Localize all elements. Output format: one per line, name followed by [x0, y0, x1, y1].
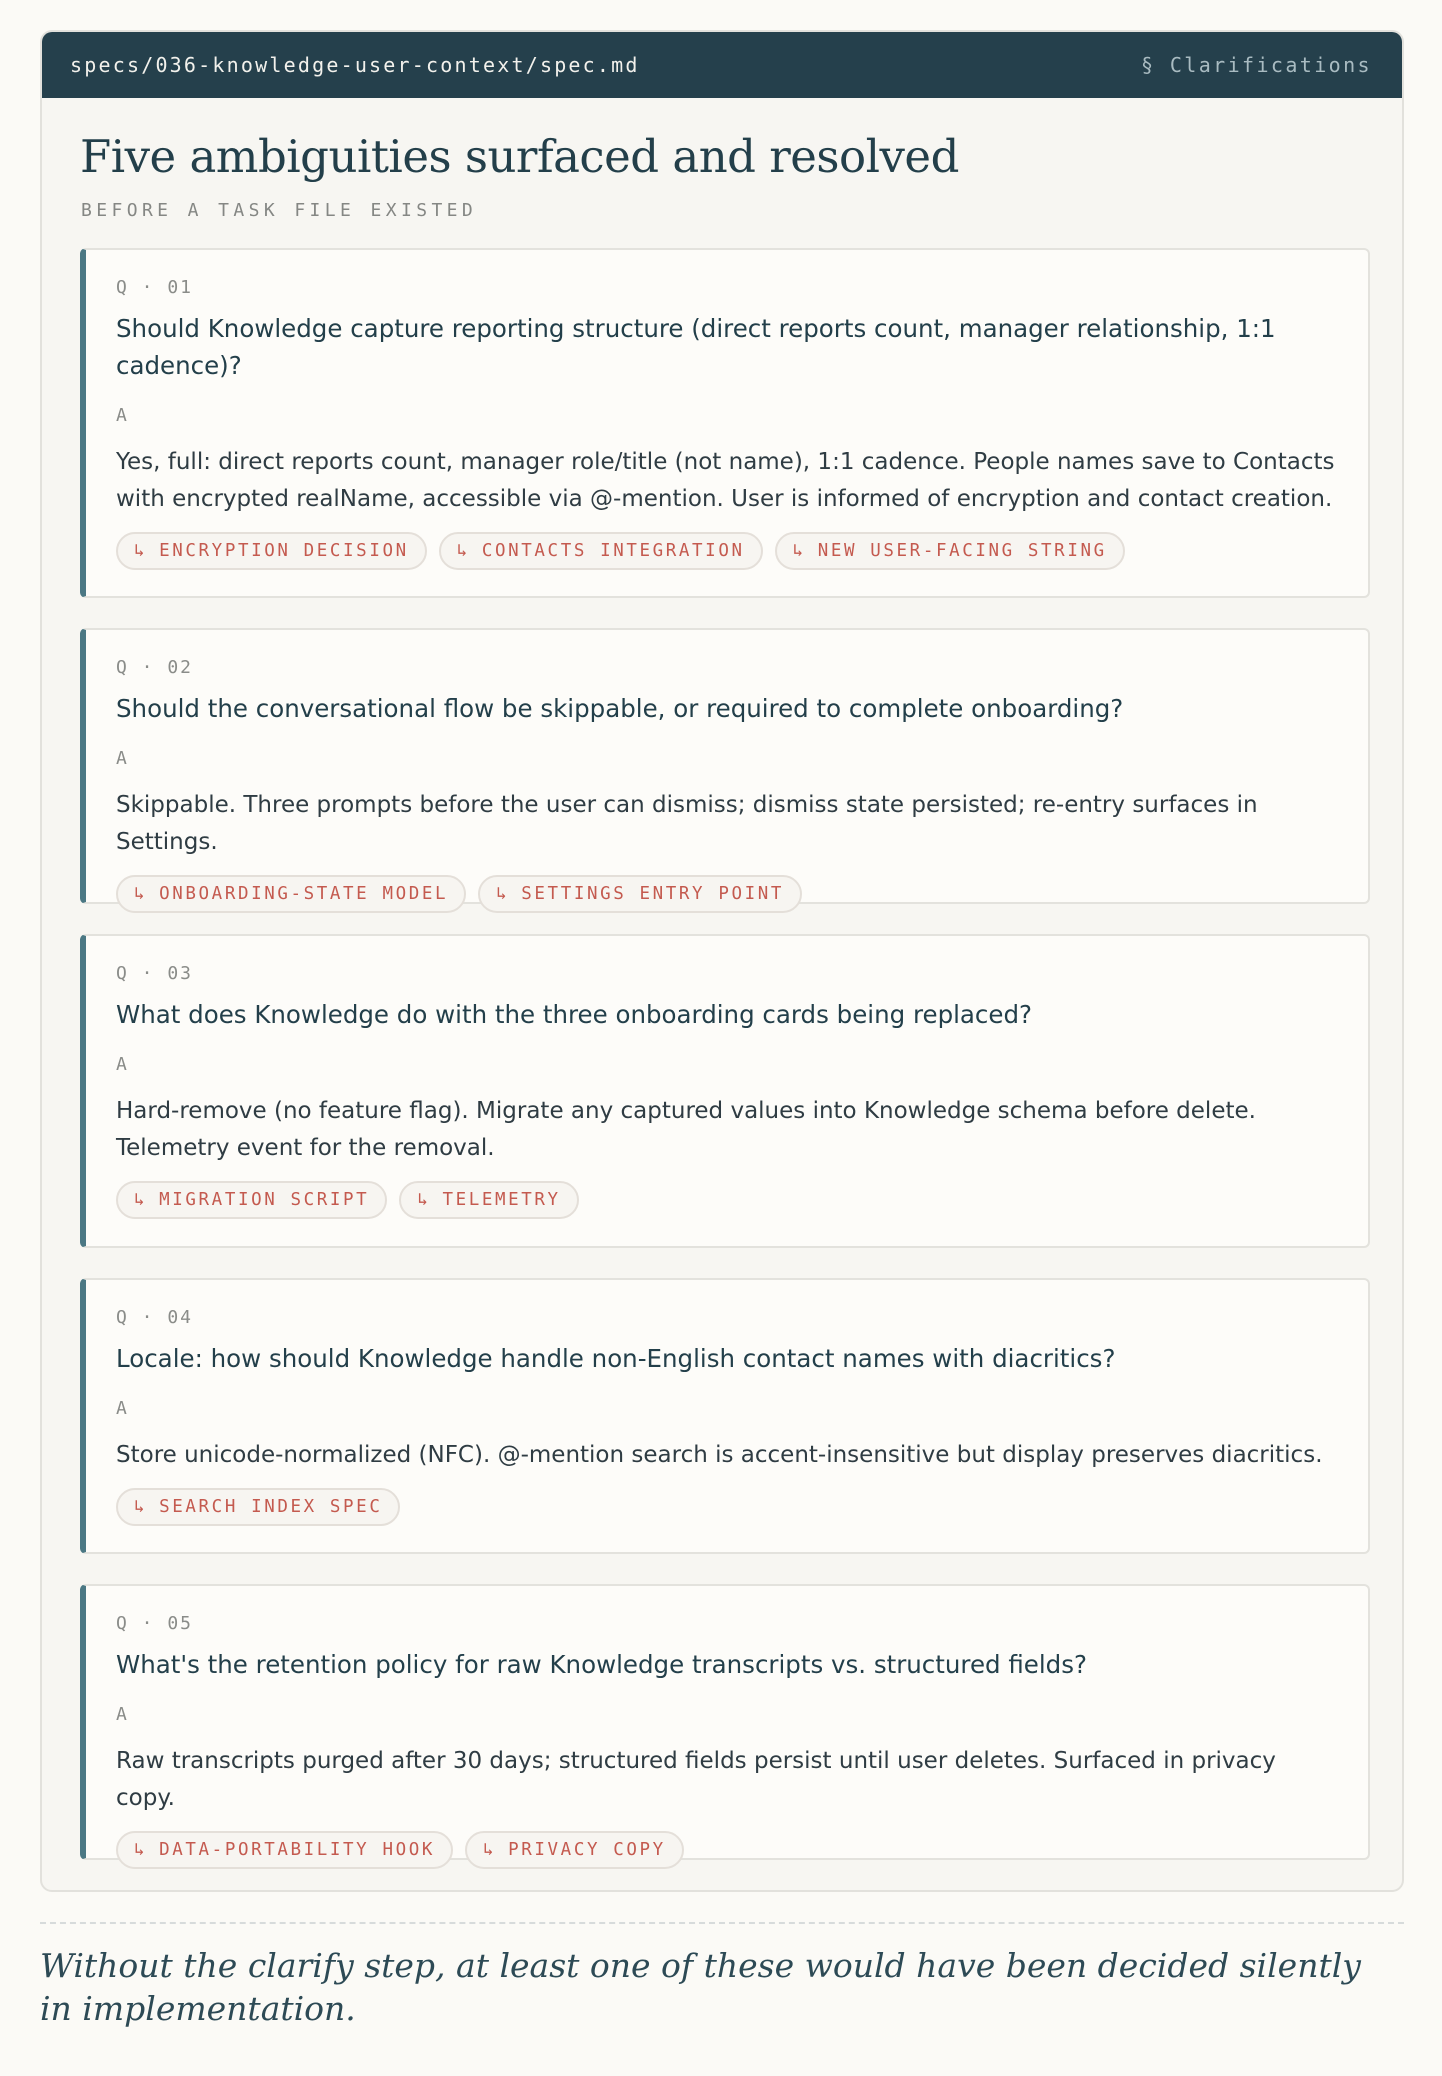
answer-text: Raw transcripts purged after 30 days; structured fields persist until user deletes. Surfaced in privacy copy. — [116, 1748, 1276, 1811]
file-header-bar — [42, 32, 1402, 98]
arrow-icon: ↳ — [417, 1190, 431, 1210]
clarification-card-01 — [80, 248, 1370, 598]
clarification-card-02 — [80, 628, 1370, 904]
dashed-divider — [40, 1922, 1404, 1924]
question-number: Q · 02 — [116, 657, 194, 678]
consequence-tag: ↳ MIGRATION SCRIPT — [116, 1181, 387, 1219]
file-path: specs/036-knowledge-user-context/spec.md — [70, 53, 640, 77]
question-number: Q · 01 — [116, 277, 194, 298]
question-number: Q · 03 — [116, 963, 194, 984]
arrow-icon: ↳ — [792, 541, 806, 561]
closing-note: Without the clarify step, at least one of these would have been decided silently in implementation. — [40, 1946, 1361, 2028]
consequence-tag: ↳ NEW USER-FACING STRING — [775, 532, 1125, 570]
answer-marker: A — [116, 1398, 129, 1419]
answer-text: Hard-remove (no feature flag). Migrate any captured values into Knowledge schema before delete. Telemetry event for the removal. — [116, 1098, 1256, 1161]
answer-marker: A — [116, 748, 129, 769]
question-number: Q · 04 — [116, 1307, 194, 1328]
arrow-icon: ↳ — [134, 1840, 148, 1860]
consequence-tag: ↳ ONBOARDING-STATE MODEL — [116, 875, 466, 913]
answer-text: Yes, full: direct reports count, manager role/title (not name), 1:1 cadence. People names save to Contacts with encrypted realName, accessible via @-mention. User is informed of encryption and contact creation. — [116, 449, 1335, 512]
tag-list — [116, 1181, 1338, 1219]
tag-list — [116, 1831, 1338, 1869]
tag-list — [116, 1488, 1338, 1526]
consequence-tag: ↳ SETTINGS ENTRY POINT — [478, 875, 802, 913]
arrow-icon: ↳ — [134, 541, 148, 561]
answer-marker: A — [116, 405, 129, 426]
page-title: Five ambiguities surfaced and resolved — [80, 130, 959, 183]
arrow-icon: ↳ — [134, 884, 148, 904]
consequence-tag: ↳ DATA-PORTABILITY HOOK — [116, 1831, 453, 1869]
consequence-tag: ↳ TELEMETRY — [399, 1181, 578, 1219]
tag-list — [116, 875, 1338, 913]
arrow-icon: ↳ — [134, 1190, 148, 1210]
clarification-card-03 — [80, 934, 1370, 1248]
arrow-icon: ↳ — [496, 884, 510, 904]
question-text: Should the conversational flow be skippable, or required to complete onboarding? — [116, 694, 1124, 723]
spec-document-card — [40, 30, 1404, 1892]
consequence-tag: ↳ SEARCH INDEX SPEC — [116, 1488, 400, 1526]
question-text: Should Knowledge capture reporting structure (direct reports count, manager relationship, 1:1 cadence)? — [116, 314, 1276, 380]
question-text: Locale: how should Knowledge handle non-English contact names with diacritics? — [116, 1344, 1116, 1373]
arrow-icon: ↳ — [456, 541, 470, 561]
consequence-tag: ↳ ENCRYPTION DECISION — [116, 532, 427, 570]
question-number: Q · 05 — [116, 1613, 194, 1634]
answer-text: Skippable. Three prompts before the user can dismiss; dismiss state persisted; re-entry surfaces in Settings. — [116, 792, 1258, 855]
answer-marker: A — [116, 1054, 129, 1075]
tag-list — [116, 532, 1338, 570]
consequence-tag: ↳ PRIVACY COPY — [465, 1831, 684, 1869]
clarification-card-04 — [80, 1278, 1370, 1554]
answer-text: Store unicode-normalized (NFC). @-mention search is accent-insensitive but display preserves diacritics. — [116, 1442, 1323, 1468]
clarification-card-05 — [80, 1584, 1370, 1860]
consequence-tag: ↳ CONTACTS INTEGRATION — [439, 532, 763, 570]
answer-marker: A — [116, 1704, 129, 1725]
question-text: What does Knowledge do with the three onboarding cards being replaced? — [116, 1000, 1033, 1029]
arrow-icon: ↳ — [134, 1497, 148, 1517]
page-subtitle: BEFORE A TASK FILE EXISTED — [81, 200, 478, 221]
section-label: § Clarifications — [1140, 53, 1372, 77]
arrow-icon: ↳ — [483, 1840, 497, 1860]
question-text: What's the retention policy for raw Knowledge transcripts vs. structured fields? — [116, 1650, 1087, 1679]
